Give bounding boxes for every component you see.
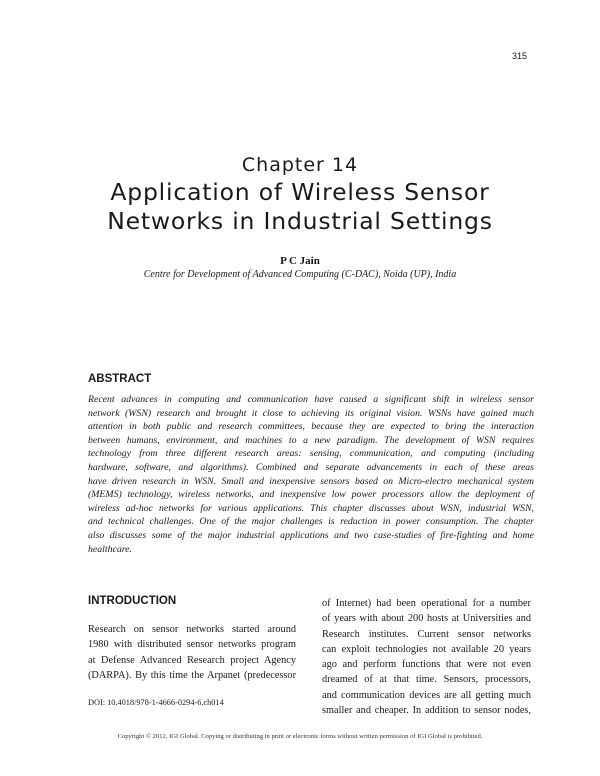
abstract-line: healthcare.	[88, 543, 132, 555]
body-line: of years with about 200 hosts at Universities and	[322, 613, 531, 625]
doi-link[interactable]: DOI: 10.4018/978-1-4666-0294-6.ch014	[88, 698, 224, 707]
introduction-heading: INTRODUCTION	[88, 595, 177, 607]
abstract-body	[88, 393, 534, 556]
chapter-title	[0, 178, 600, 236]
abstract-line: hardware, software, and algorithms). Combined and separate advancements in each of these areas	[88, 461, 534, 473]
abstract-line: network (WSN) research and brought it close to achieving its original vision. WSNs have gained much	[88, 407, 534, 419]
body-line: of Internet) had been operational for a number	[322, 598, 531, 609]
chapter-label: Chapter 14	[241, 154, 359, 176]
abstract-line: also discusses some of the major industrial applications and two case-studies of fire-fighting and home	[88, 529, 534, 541]
abstract-line: technology from three different research areas: sensing, communication, and computing (including	[88, 448, 534, 460]
author-name: P C Jain	[280, 255, 320, 267]
body-line: (DARPA). By this time the Arpanet (predecessor	[88, 669, 296, 681]
abstract-line: Recent advances in computing and communication have caused a significant shift in wireless sensor	[88, 394, 534, 405]
abstract-heading: ABSTRACT	[88, 373, 152, 385]
abstract-line: (MEMS) technology, wireless networks, and inexpensive low power processors allow the deployment of	[88, 489, 534, 501]
body-line: ago and perform functions that were not even	[322, 659, 531, 671]
abstract-line: between humans, environment, and machines to a new paradigm. The development of WSN requires	[88, 434, 534, 446]
body-line: at Defense Advanced Research project Agency	[88, 654, 296, 666]
page-number: 315	[512, 51, 528, 61]
body-line: smaller and cheaper. In addition to sensor nodes,	[322, 705, 531, 717]
author-affiliation: Centre for Development of Advanced Computing (C-DAC), Noida (UP), India	[143, 269, 457, 280]
abstract-line: and technical challenges. One of the major challenges is reduction in power consumption. The chapter	[88, 516, 534, 528]
title-line: Application of Wireless Sensor	[110, 178, 490, 206]
body-line: Research institutes. Current sensor networks	[322, 628, 531, 640]
body-line: can exploit technologies not available 20 years	[322, 643, 531, 655]
body-line: 1980 with distributed sensor networks program	[88, 639, 296, 651]
body-line: dreamed of at that time. Sensors, processors,	[322, 674, 531, 686]
abstract-line: have driven research in WSN. Small and inexpensive sensors based on Micro-electro mechanical system	[88, 475, 534, 487]
abstract-line: wireless ad-hoc networks for various applications. This chapter discusses about WSN, industrial WSN,	[88, 502, 534, 514]
abstract-line: attention in both public and research committees, because they are expected to bring the interaction	[88, 421, 534, 433]
introduction-left-column	[88, 622, 296, 683]
copyright-notice: Copyright © 2012, IGI Global. Copying or distributing in print or electronic forms without written permission of IGI Global is prohibited.	[117, 733, 483, 740]
introduction-right-column	[322, 596, 531, 718]
body-line: Research on sensor networks started around	[88, 624, 296, 635]
title-line: Networks in Industrial Settings	[107, 207, 493, 235]
body-line: and communication devices are all getting much	[322, 689, 531, 701]
